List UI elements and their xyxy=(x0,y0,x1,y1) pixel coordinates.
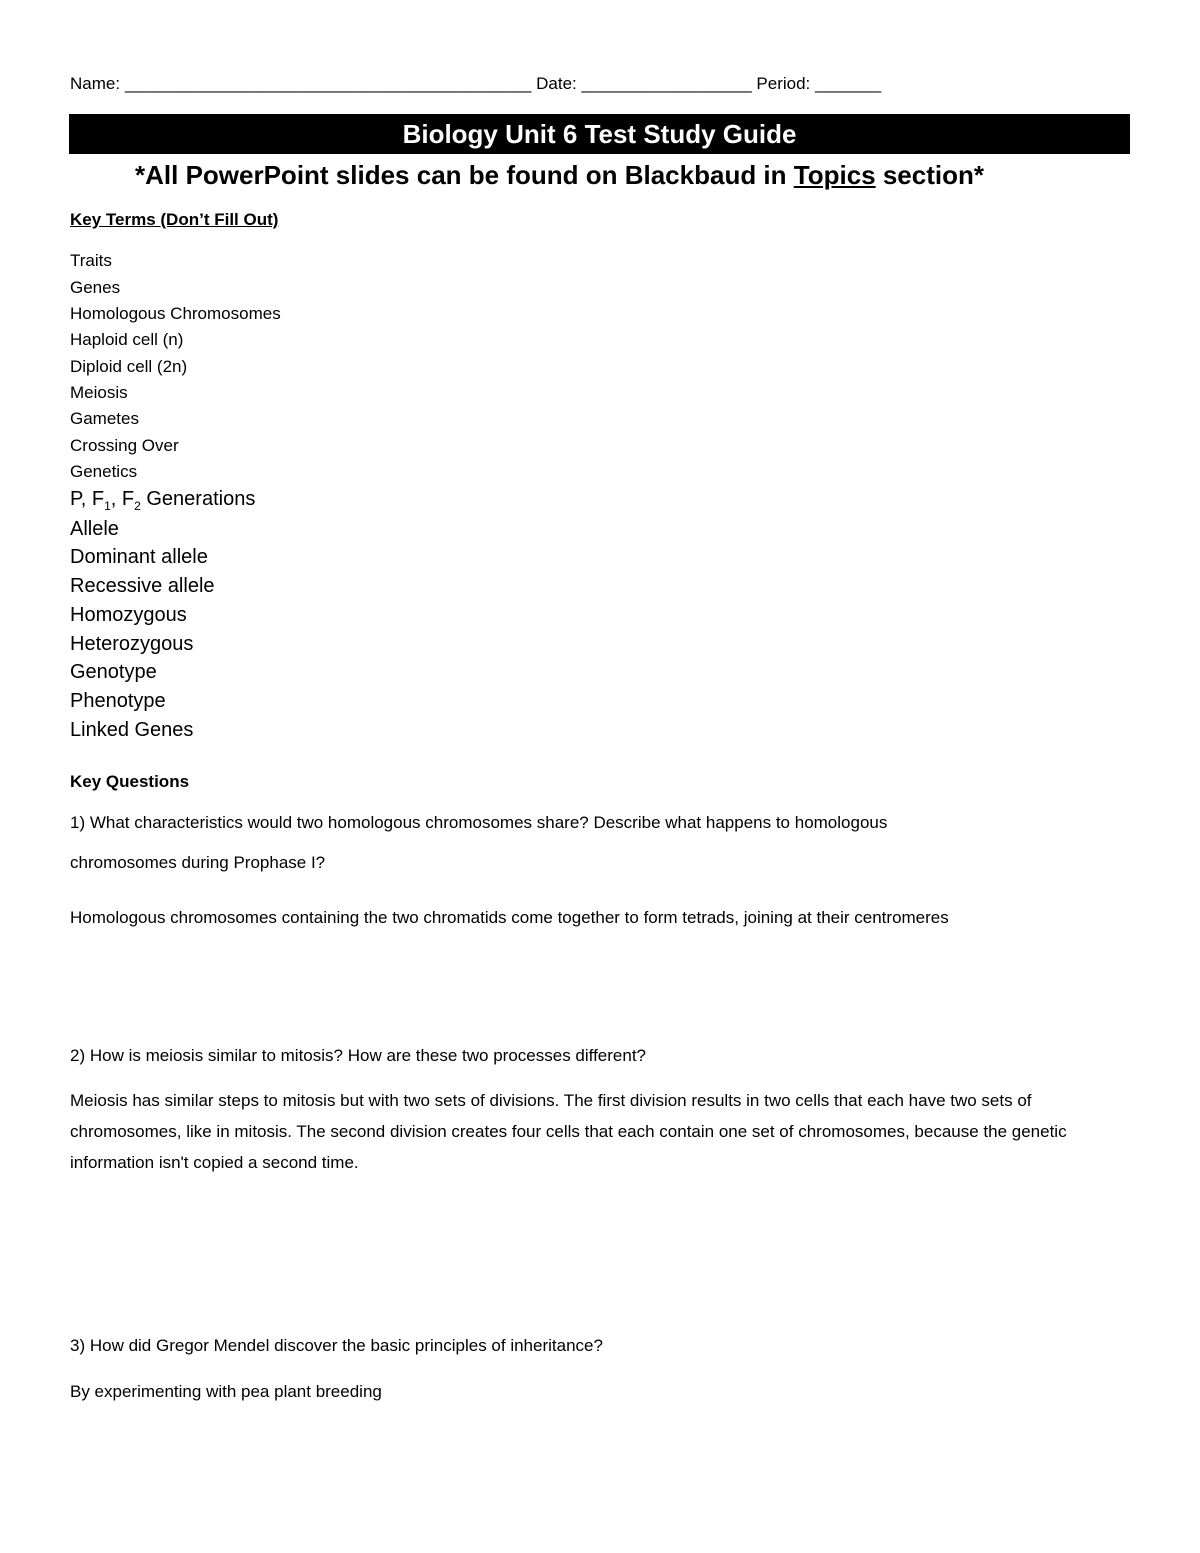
generations-sub2: 2 xyxy=(134,499,141,513)
date-field[interactable]: __________________ xyxy=(581,74,752,93)
term-item: Crossing Over xyxy=(70,436,179,455)
generations-p: P, F xyxy=(70,488,105,510)
note-text-before: *All PowerPoint slides can be found on Blackbaud in xyxy=(135,160,794,190)
key-questions-heading: Key Questions xyxy=(70,772,190,791)
name-field[interactable]: ___________________________________________ xyxy=(124,74,532,93)
generations-sub1: 1 xyxy=(104,499,111,513)
key-terms-heading: Key Terms (Don’t Fill Out) xyxy=(70,210,279,229)
note-text-after: section* xyxy=(875,160,984,190)
term-item: Genetics xyxy=(70,462,138,481)
term-item: Gametes xyxy=(70,409,139,428)
term-item: Heterozygous xyxy=(70,633,194,655)
term-item: Phenotype xyxy=(70,690,166,712)
generations-end: Generations xyxy=(140,488,256,510)
answer-2: Meiosis has similar steps to mitosis but with two sets of divisions. The first division results in two cells that each have two sets of chromosomes, like in mitosis. The second division creates four cells that each contain one set of chromosomes, because the genetic information isn't copied a second time. xyxy=(70,1091,1067,1172)
name-label: Name: xyxy=(70,74,121,93)
term-item: Genes xyxy=(70,278,121,297)
answer-3: By experimenting with pea plant breeding xyxy=(70,1382,382,1401)
term-item: Diploid cell (2n) xyxy=(70,357,188,376)
term-item: Recessive allele xyxy=(70,575,215,597)
question-1-line-1: 1) What characteristics would two homologous chromosomes share? Describe what happens to homologous xyxy=(70,813,888,832)
question-3: 3) How did Gregor Mendel discover the basic principles of inheritance? xyxy=(70,1336,603,1355)
period-field[interactable]: _______ xyxy=(815,74,882,93)
term-item: Dominant allele xyxy=(70,546,208,568)
answer-1: Homologous chromosomes containing the two chromatids come together to form tetrads, joining at their centromeres xyxy=(70,908,949,927)
term-item: Allele xyxy=(70,518,119,540)
term-item: Genotype xyxy=(70,661,157,683)
term-item: Homologous Chromosomes xyxy=(70,304,281,323)
page-title: Biology Unit 6 Test Study Guide xyxy=(69,114,1130,154)
term-item: Linked Genes xyxy=(70,719,194,741)
question-2: 2) How is meiosis similar to mitosis? How are these two processes different? xyxy=(70,1046,647,1065)
term-item: Homozygous xyxy=(70,604,187,626)
note-topics-link: Topics xyxy=(793,160,876,190)
header-line xyxy=(70,74,881,94)
period-label: Period: xyxy=(756,74,811,93)
generations-mid: , F xyxy=(110,488,135,510)
term-item-generations xyxy=(70,487,255,518)
term-item: Haploid cell (n) xyxy=(70,330,184,349)
date-label: Date: xyxy=(536,74,577,93)
question-1-line-2: chromosomes during Prophase I? xyxy=(70,853,326,872)
term-item: Traits xyxy=(70,251,112,270)
term-item: Meiosis xyxy=(70,383,128,402)
powerpoint-note xyxy=(135,160,984,191)
